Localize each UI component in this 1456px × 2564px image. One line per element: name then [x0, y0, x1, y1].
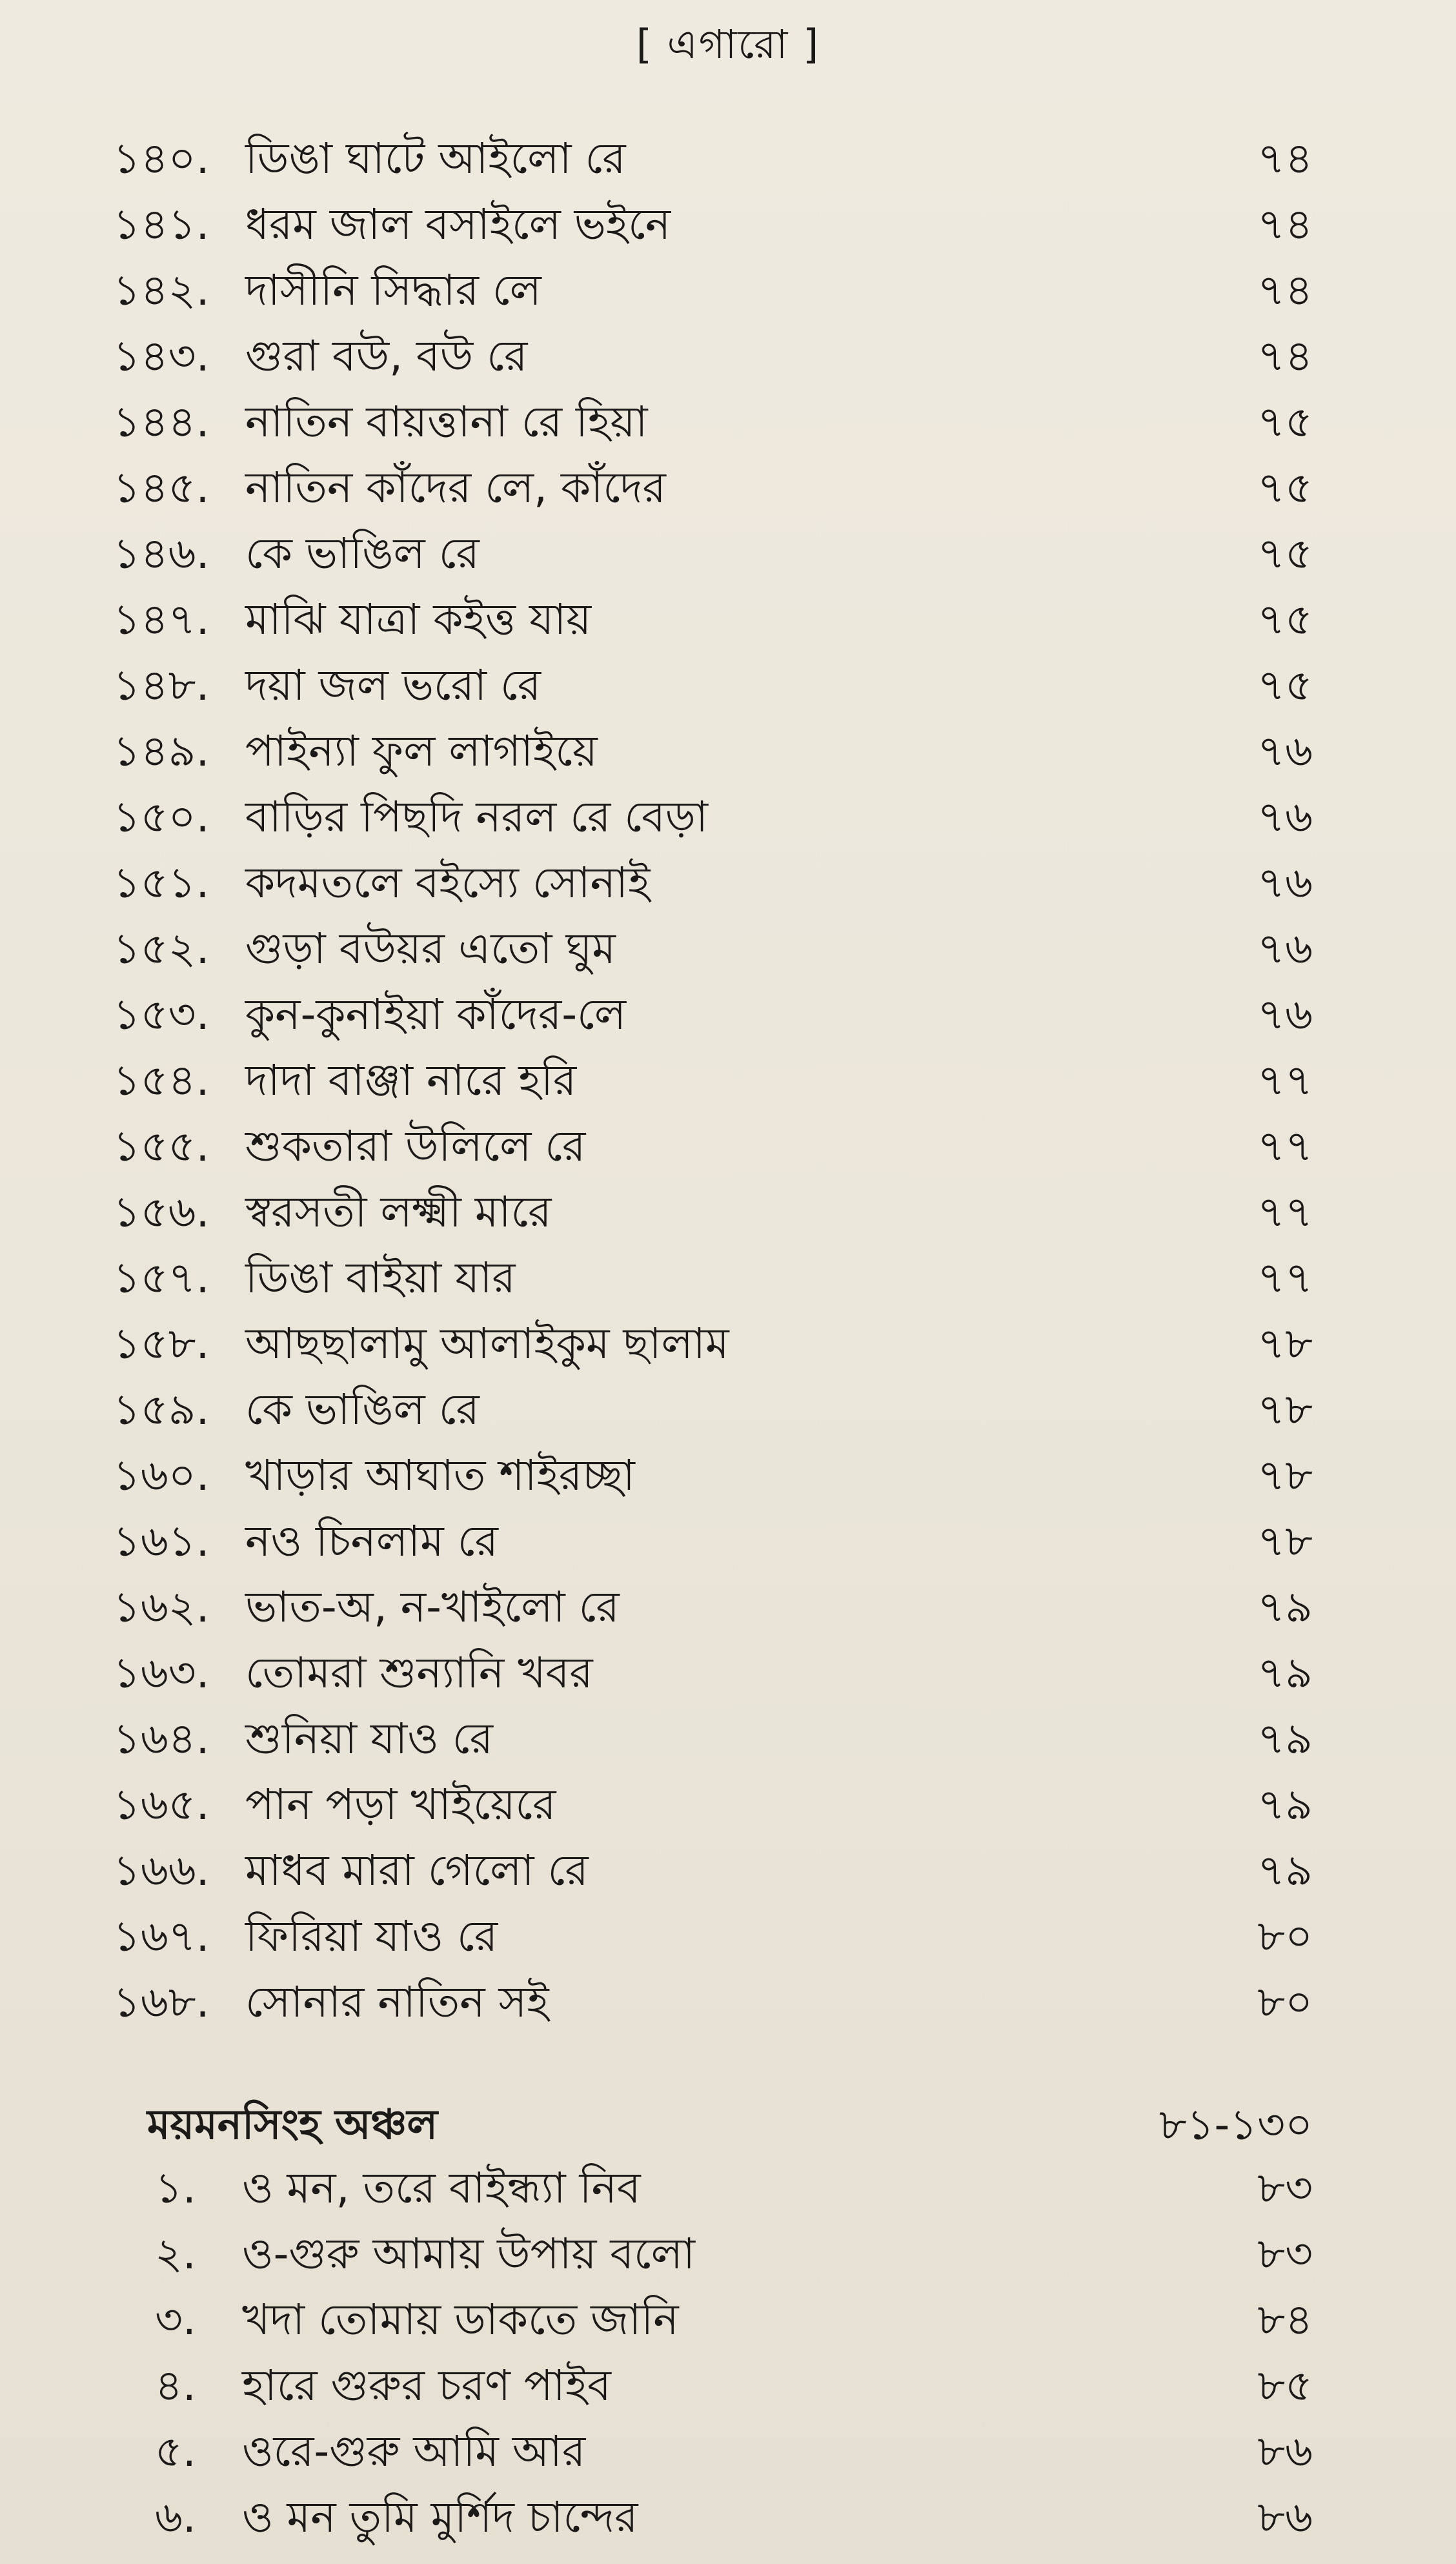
entry-title: ওরে-গুরু আমি আর [242, 2427, 586, 2476]
entry-title: নাতিন কাঁদের লে, কাঁদের [245, 463, 666, 513]
entry-title: ও-গুরু আমায় উপায় বলো [242, 2229, 695, 2279]
entry-number: ১৪২. [113, 265, 210, 315]
list-item [0, 1048, 1456, 1113]
list-item [0, 587, 1456, 652]
entry-title: দয়া জল ভরো রে [245, 660, 541, 710]
list-item [0, 2156, 1456, 2221]
entry-title: ভাত-অ, ন-খাইলো রে [245, 1582, 620, 1632]
entry-title: নাতিন বায়ত্তানা রে হিয়া [245, 397, 648, 447]
entry-number: ১৫৬. [113, 1187, 210, 1237]
list-item [0, 324, 1456, 389]
entry-title: ডিঙা ঘাটে আইলো রে [245, 134, 626, 183]
entry-page: ৭৯ [1257, 1780, 1313, 1829]
list-item [0, 127, 1456, 191]
entry-page: ৮৬ [1257, 2492, 1313, 2542]
list-item [0, 390, 1456, 454]
entry-number: ১৫৩. [113, 990, 210, 1039]
entry-title: শুনিয়া যাও রে [245, 1714, 493, 1764]
entry-number: ১৬০. [113, 1450, 210, 1500]
entry-title: হারে গুরুর চরণ পাইব [242, 2361, 611, 2410]
entry-page: ৭৭ [1257, 1187, 1313, 1237]
section-header [0, 2093, 1456, 2157]
list-item [0, 2419, 1456, 2484]
entry-number: ১৬৮. [113, 1977, 210, 2027]
list-item [0, 851, 1456, 915]
entry-number: ১৪০. [113, 134, 210, 183]
entry-title: শুকতারা উলিলে রে [245, 1121, 586, 1171]
entry-title: ডিঙা বাইয়া যার [245, 1253, 516, 1303]
entry-number: ১৬৭. [113, 1911, 210, 1961]
list-item [0, 1246, 1456, 1310]
entry-title: ও মন তুমি মুর্শিদ চান্দের [242, 2492, 638, 2542]
entry-page: ৭৬ [1257, 726, 1313, 776]
list-item [0, 1114, 1456, 1179]
entry-number: ১৬২. [113, 1582, 210, 1632]
list-item [0, 2288, 1456, 2352]
entry-title: মাঝি যাত্রা কইত্ত যায় [245, 595, 592, 644]
entry-number: ১৫১. [113, 858, 210, 908]
entry-number: ৫. [155, 2427, 196, 2476]
entry-title: পাইন্যা ফুল লাগাইয়ে [245, 726, 598, 776]
entry-page: ৭৭ [1257, 1253, 1313, 1303]
entry-title: গুরা বউ, বউ রে [245, 331, 528, 381]
entry-title: দাদা বাঞ্জা নারে হরি [245, 1055, 577, 1105]
entry-page: ৭৬ [1257, 924, 1313, 973]
section-page-range: ৮১-১৩০ [1158, 2100, 1313, 2150]
entry-number: ১৪১. [113, 199, 210, 249]
entry-title: স্বরসতী লক্ষ্মী মারে [245, 1187, 552, 1237]
entry-page: ৭৪ [1257, 265, 1313, 315]
list-item [0, 1970, 1456, 2035]
list-item [0, 1641, 1456, 1705]
entry-number: ৪. [155, 2361, 196, 2410]
entry-page: ৭৯ [1257, 1648, 1313, 1698]
entry-page: ৮৪ [1257, 2295, 1313, 2345]
entry-number: ১৫৪. [113, 1055, 210, 1105]
entry-number: ১৫৭. [113, 1253, 210, 1303]
entry-number: ১৫২. [113, 924, 210, 973]
entry-number: ১৬৪. [113, 1714, 210, 1764]
entry-page: ৭৫ [1257, 397, 1313, 447]
list-item [0, 719, 1456, 784]
entry-number: ১. [155, 2163, 196, 2213]
entry-number: ১৫৮. [113, 1319, 210, 1368]
entry-page: ৭৪ [1257, 331, 1313, 381]
entry-number: ৩. [155, 2295, 196, 2345]
entry-title: সোনার নাতিন সই [245, 1977, 549, 2027]
list-item [0, 785, 1456, 850]
entry-page: ৭৮ [1257, 1319, 1313, 1368]
list-item [0, 1707, 1456, 1771]
entry-page: ৭৫ [1257, 463, 1313, 513]
entry-title: গুড়া বউয়র এতো ঘুম [245, 924, 616, 973]
entry-page: ৭৭ [1257, 1121, 1313, 1171]
entry-page: ৮৬ [1257, 2427, 1313, 2476]
entry-page: ৭৪ [1257, 134, 1313, 183]
list-item [0, 1575, 1456, 1640]
entry-page: ৭৬ [1257, 858, 1313, 908]
entry-number: ৬. [155, 2492, 196, 2542]
entry-title: খাড়ার আঘাত শাইরচ্ছা [245, 1450, 635, 1500]
entry-page: ৭৯ [1257, 1582, 1313, 1632]
entry-page: ৮০ [1257, 1977, 1313, 2027]
page-header: [ এগারো ] [636, 21, 820, 68]
entry-page: ৭৮ [1257, 1450, 1313, 1500]
entry-number: ১৬১. [113, 1516, 210, 1566]
list-item [0, 1312, 1456, 1376]
entry-title: বাড়ির পিছদি নরল রে বেড়া [245, 792, 709, 842]
entry-number: ১৪৮. [113, 660, 210, 710]
entry-number: ১৬৬. [113, 1846, 210, 1895]
entry-page: ৭৫ [1257, 529, 1313, 578]
list-item [0, 653, 1456, 718]
entry-number: ১৫৫. [113, 1121, 210, 1171]
entry-page: ৭৫ [1257, 660, 1313, 710]
entry-number: ১৫৯. [113, 1385, 210, 1434]
entry-title: ধরম জাল বসাইলে ভইনে [245, 199, 671, 249]
entry-page: ৭৫ [1257, 595, 1313, 644]
entry-number: ১৬৫. [113, 1780, 210, 1829]
entry-title: আছছালামু আলাইকুম ছালাম [245, 1319, 729, 1368]
entry-number: ১৪৩. [113, 331, 210, 381]
entry-title: কদমতলে বইস্যে সোনাই [245, 858, 651, 908]
list-item [0, 1838, 1456, 1903]
list-item [0, 982, 1456, 1047]
entry-number: ১৪৭. [113, 595, 210, 644]
entry-number: ১৪৬. [113, 529, 210, 578]
entry-title: তোমরা শুন্যানি খবর [245, 1648, 593, 1698]
entry-title: দাসীনি সিদ্ধার লে [245, 265, 541, 315]
list-item [0, 1904, 1456, 1969]
entry-page: ৭৬ [1257, 792, 1313, 842]
entry-page: ৭৪ [1257, 199, 1313, 249]
entry-title: নও চিনলাম রে [245, 1516, 498, 1566]
entry-page: ৮৩ [1257, 2163, 1313, 2213]
list-item [0, 917, 1456, 981]
list-item [0, 1443, 1456, 1508]
list-item [0, 522, 1456, 586]
section-heading: ময়মনসিংহ অঞ্চল [147, 2101, 438, 2149]
entry-page: ৭৭ [1257, 1055, 1313, 1105]
entry-number: ১৪৯. [113, 726, 210, 776]
entry-number: ১৫০. [113, 792, 210, 842]
list-item [0, 1773, 1456, 1837]
entry-number: ১৬৩. [113, 1648, 210, 1698]
list-item [0, 1180, 1456, 1245]
list-item [0, 1509, 1456, 1574]
list-item [0, 2354, 1456, 2418]
entry-page: ৭৯ [1257, 1846, 1313, 1895]
list-item [0, 192, 1456, 257]
entry-title: মাধব মারা গেলো রে [245, 1846, 589, 1895]
entry-title: কুন-কুনাইয়া কাঁদের-লে [245, 990, 627, 1039]
list-item [0, 1378, 1456, 1442]
entry-title: খদা তোমায় ডাকতে জানি [242, 2295, 679, 2345]
entry-page: ৭৮ [1257, 1385, 1313, 1434]
list-item [0, 258, 1456, 323]
entry-page: ৭৬ [1257, 990, 1313, 1039]
entry-title: ও মন, তরে বাইন্ধ্যা নিব [242, 2163, 641, 2213]
entry-page: ৭৯ [1257, 1714, 1313, 1764]
entry-page: ৮৫ [1257, 2361, 1313, 2410]
entry-title: কে ভাঙিল রে [245, 1385, 480, 1434]
entry-number: ২. [155, 2229, 196, 2279]
entry-title: ফিরিয়া যাও রে [245, 1911, 498, 1961]
entry-title: পান পড়া খাইয়েরে [245, 1780, 556, 1829]
entry-number: ১৪৪. [113, 397, 210, 447]
entry-page: ৮০ [1257, 1911, 1313, 1961]
entry-page: ৮৩ [1257, 2229, 1313, 2279]
list-item [0, 456, 1456, 520]
entry-page: ৭৮ [1257, 1516, 1313, 1566]
list-item [0, 2222, 1456, 2286]
list-item [0, 2485, 1456, 2550]
entry-number: ১৪৫. [113, 463, 210, 513]
entry-title: কে ভাঙিল রে [245, 529, 480, 578]
